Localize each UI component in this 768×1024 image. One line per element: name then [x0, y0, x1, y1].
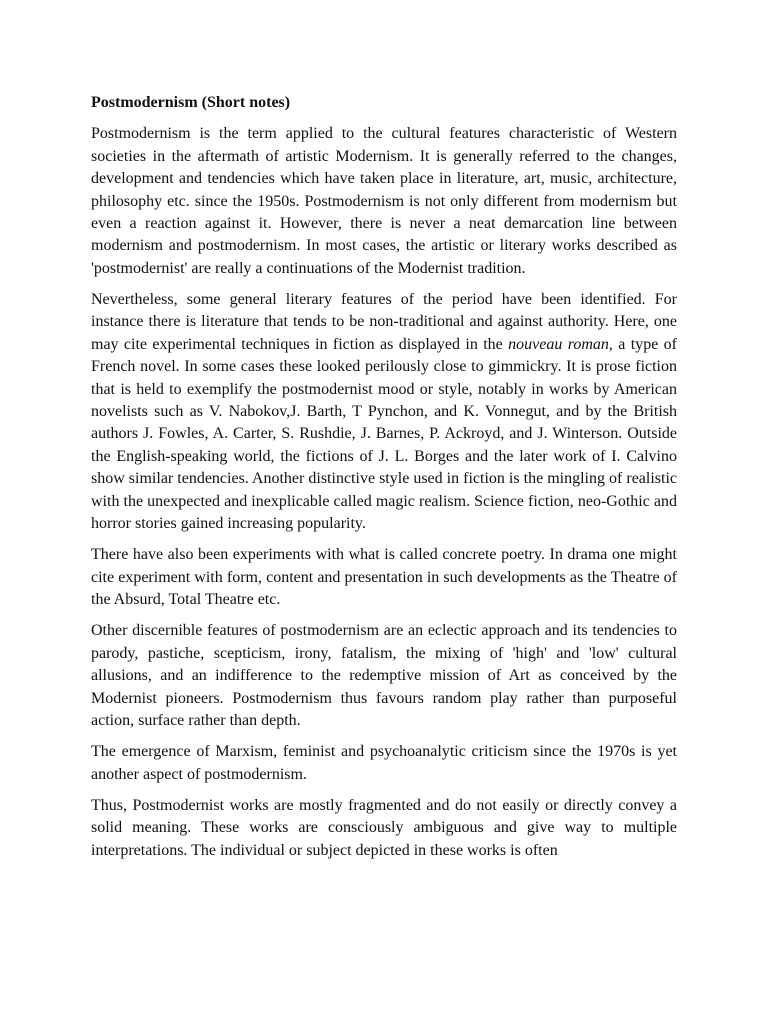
paragraph-literary-features: [91, 289, 677, 535]
paragraph-literary-features-text-2: , a type of French novel. In some cases these looked perilously close to gimmickry. It is prose fiction that is held to exemplify the postmodernist mood or style, notably in works by American novelists such as V. Nabokov,J. Barth, T Pynchon, and K. Vonnegut, and by the British authors J. Fowles, A. Carter, S. Rushdie, J. Barnes, P. Ackroyd, and J. Winterson. Outside the English-speaking world, the fictions of J. L. Borges and the later work of I. Calvino show similar tendencies. Another distinctive style used in fiction is the mingling of realistic with the unexpected and inexplicable called magic realism. Science fiction, neo-Gothic and horror stories gained increasing popularity.: [91, 335, 677, 533]
paragraph-concrete-poetry: There have also been experiments with what is called concrete poetry. In drama one might cite experiment with form, content and presentation in such developments as the Theatre of the Absurd, Total Theatre etc.: [91, 546, 677, 609]
paragraph-criticism: The emergence of Marxism, feminist and psychoanalytic criticism since the 1970s is yet another aspect of postmodernism.: [91, 743, 677, 783]
paragraph-fragmented-works: Thus, Postmodernist works are mostly fragmented and do not easily or directly convey a solid meaning. These works are consciously ambiguous and give way to multiple interpretations. The individual or subject depicted in these works is often: [91, 796, 677, 859]
paragraph-intro: Postmodernism is the term applied to the cultural features characteristic of Western societies in the aftermath of artistic Modernism. It is generally referred to the changes, development and tendencies which have taken place in literature, art, music, architecture, philosophy etc. since the 1950s. Postmodernism is not only different from modernism but even a reaction against it. However, there is never a neat demarcation line between modernism and postmodernism. In most cases, the artistic or literary works described as 'postmodernist' are really a continuations of the Modernist tradition.: [91, 125, 677, 277]
paragraph-discernible-features: Other discernible features of postmodernism are an eclectic approach and its tendencies to parody, pastiche, scepticism, irony, fatalism, the mixing of 'high' and 'low' cultural allusions, and an indifference to the redemptive mission of Art as conceived by the Modernist pioneers. Postmodernism thus favours random play rather than purposeful action, surface rather than depth.: [91, 622, 677, 729]
document-title: Postmodernism (Short notes): [91, 94, 291, 111]
document-page: [91, 92, 677, 862]
paragraph-literary-features-text-1: Nevertheless, some general literary features of the period have been identified. For instance there is literature that tends to be non-traditional and against authority. Here, one may cite experimental techniques in fiction as displayed in the: [91, 291, 677, 353]
nouveau-roman-italic: nouveau roman: [508, 335, 609, 353]
